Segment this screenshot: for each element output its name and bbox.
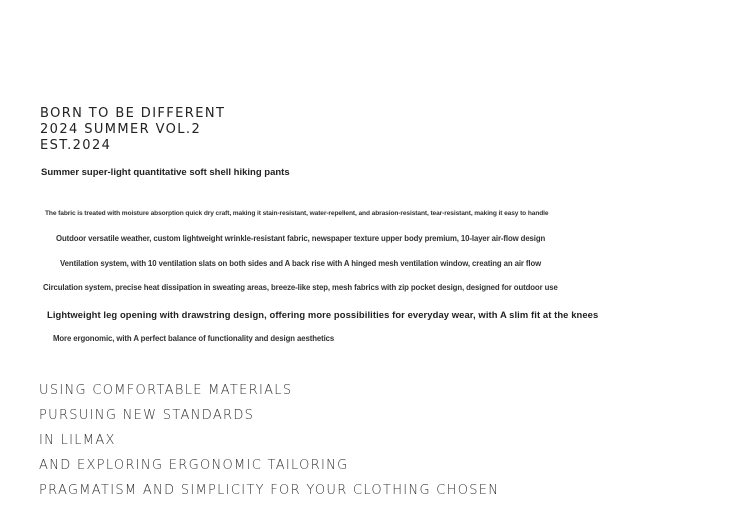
motto-line: PURSUING NEW STANDARDS <box>39 408 255 423</box>
established-year: EST.2024 <box>40 138 112 153</box>
brand-tagline: BORN TO BE DIFFERENT <box>40 106 226 121</box>
feature-line: Circulation system, precise heat dissipation in sweating areas, breeze-like step, mesh fabrics with zip pocket design, designed for outdoor use <box>43 283 558 292</box>
brand-heading <box>40 106 225 154</box>
motto-line: AND EXPLORING ERGONOMIC TAILORING <box>39 458 349 473</box>
motto-line: PRAGMATISM AND SIMPLICITY FOR YOUR CLOTHING CHOSEN <box>39 483 500 498</box>
feature-line: More ergonomic, with A perfect balance of functionality and design aesthetics <box>53 334 335 343</box>
product-title: Summer super-light quantitative soft shell hiking pants <box>41 167 290 178</box>
feature-line: The fabric is treated with moisture absorption quick dry craft, making it stain-resistant, water-repellent, and abrasion-resistant, tear-resistant, making it easy to handle <box>45 210 549 217</box>
motto-line: USING COMFORTABLE MATERIALS <box>39 383 293 398</box>
feature-line: Ventilation system, with 10 ventilation slats on both sides and A back rise with A hinged mesh ventilation window, creating an air flow <box>60 259 542 268</box>
motto-line: IN LILMAX <box>39 433 116 448</box>
feature-line: Lightweight leg opening with drawstring design, offering more possibilities for everyday wear, with A slim fit at the knees <box>47 309 599 320</box>
feature-line: Outdoor versatile weather, custom lightweight wrinkle-resistant fabric, newspaper texture upper body premium, 10-layer air-flow design <box>56 234 546 243</box>
collection-name: 2024 SUMMER VOL.2 <box>40 122 202 137</box>
